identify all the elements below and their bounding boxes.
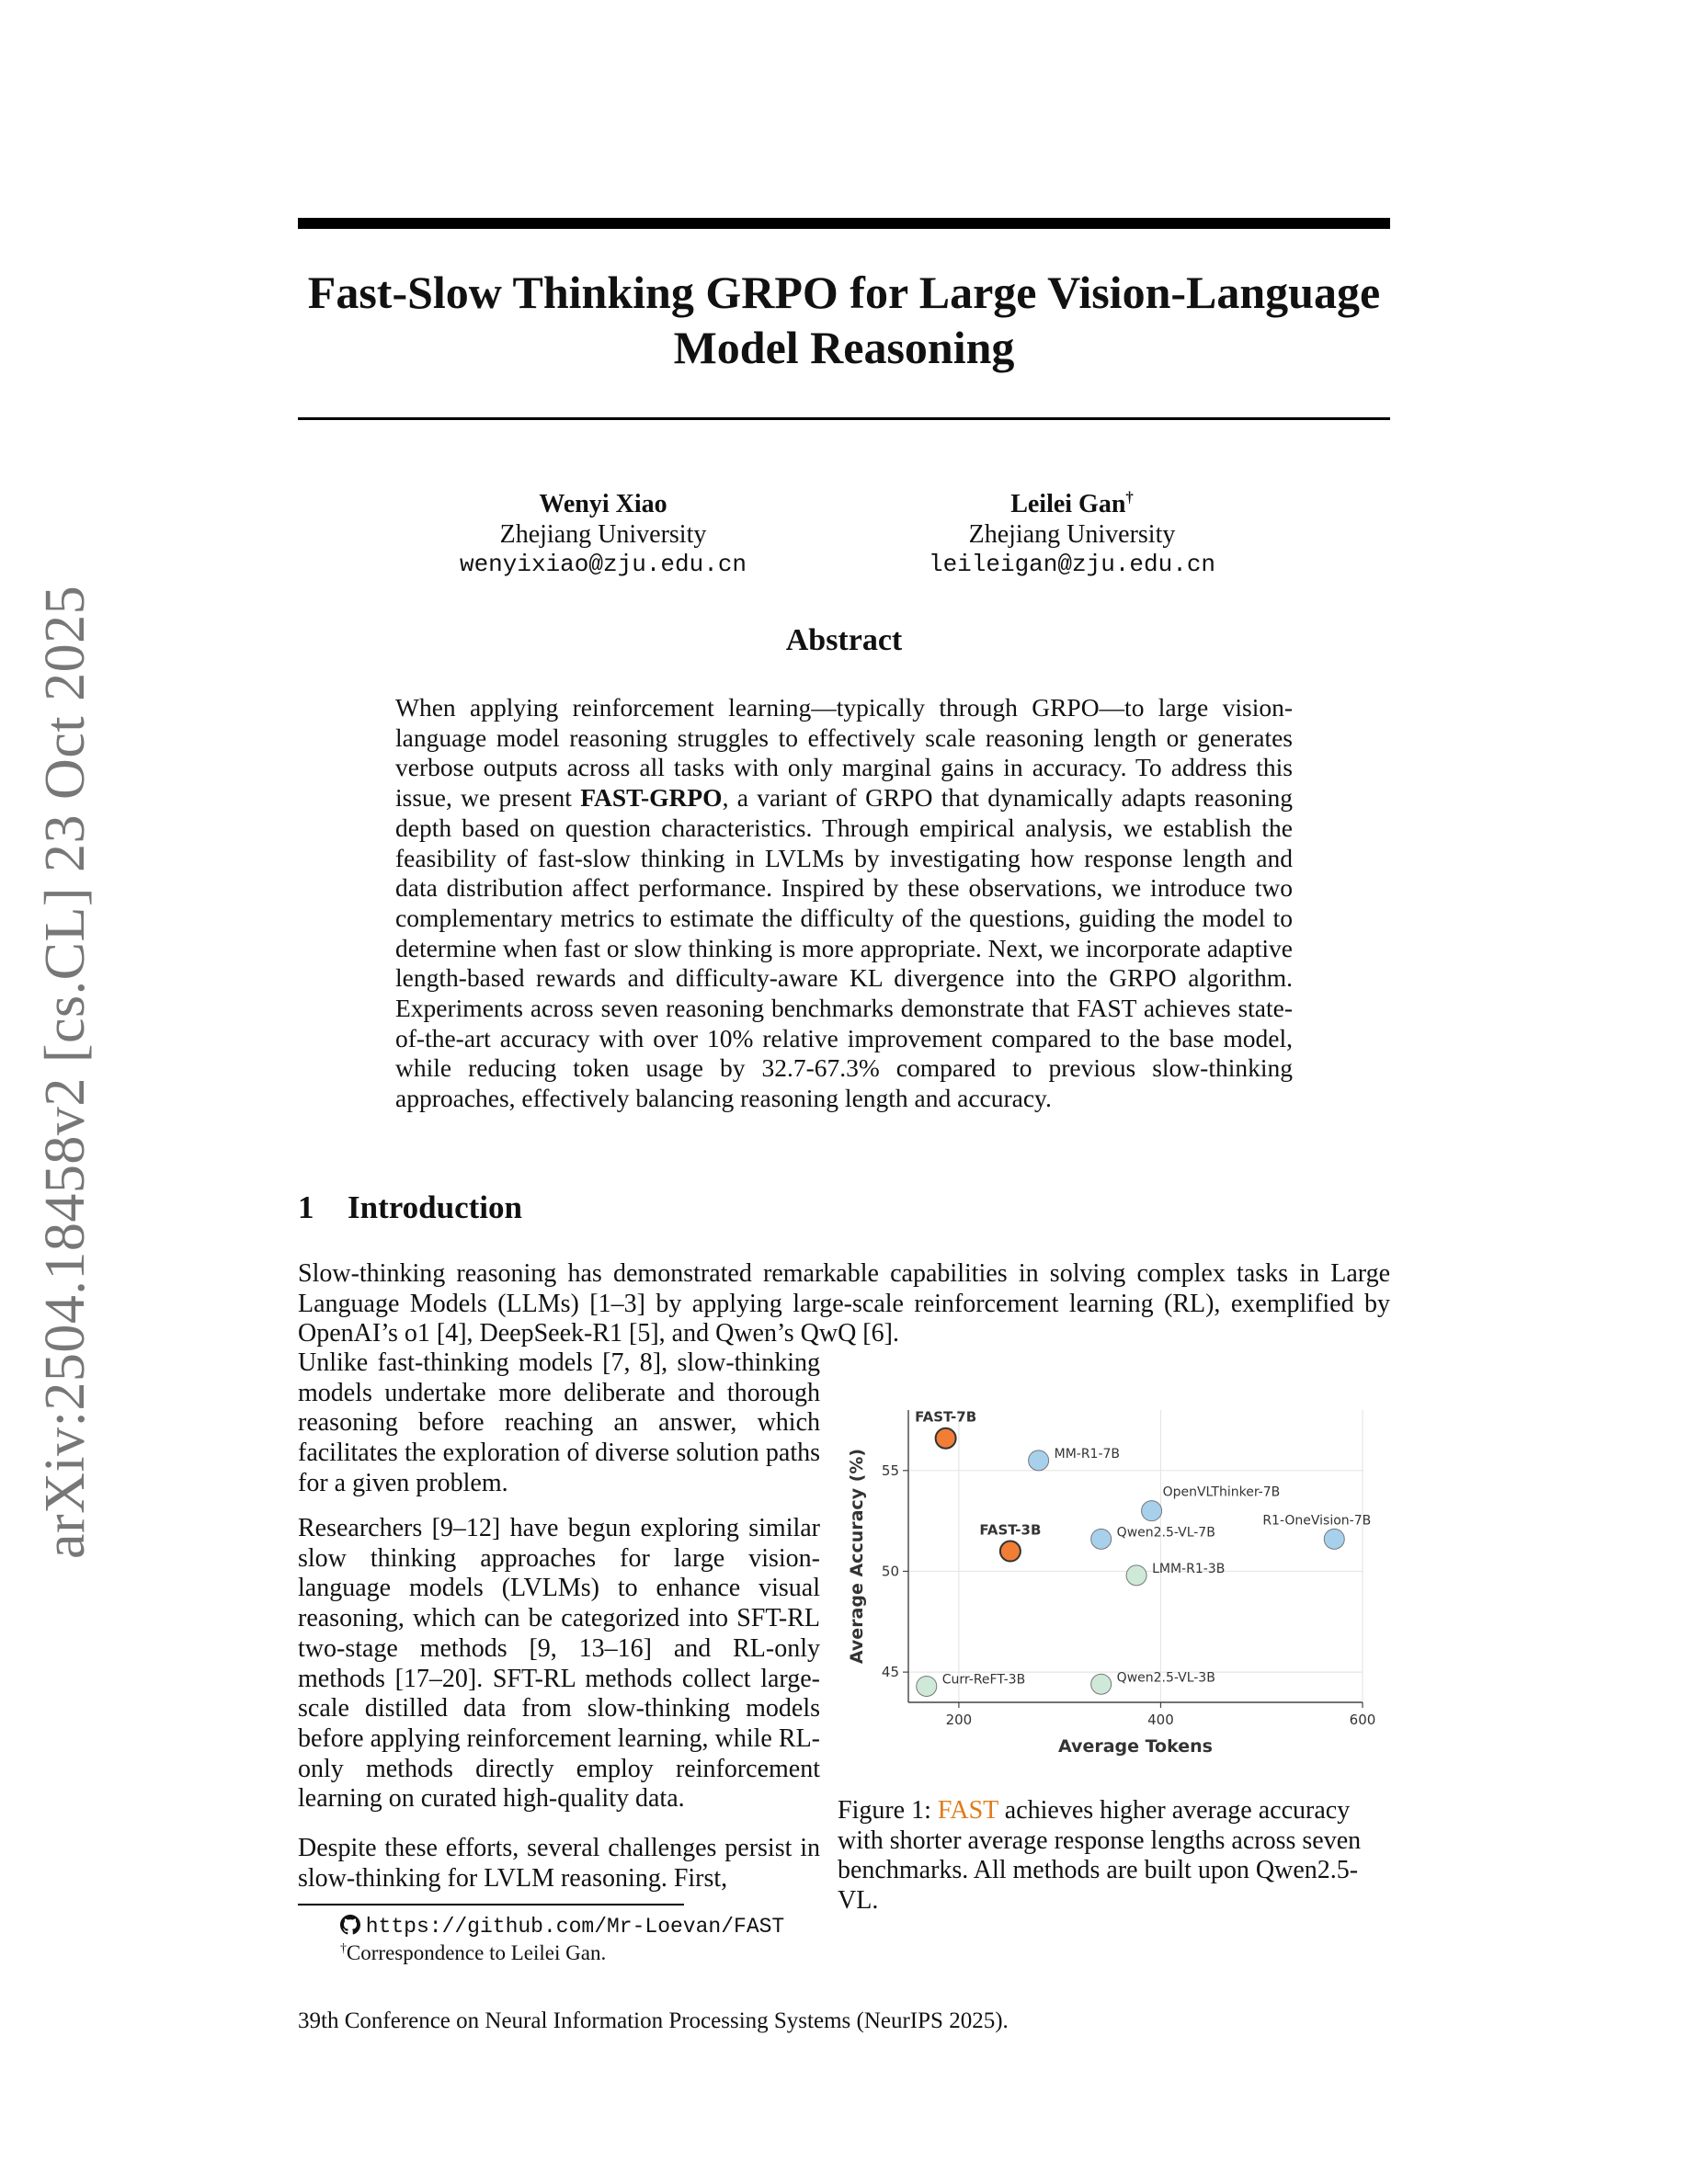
figure-1-scatter-chart bbox=[835, 1390, 1390, 1776]
paper-title bbox=[276, 265, 1412, 375]
intro-paragraph-1-cont: Unlike fast-thinking models [7, 8], slow-thinking models undertake more deliberate and thorough reasoning before reaching an answer, which facilitates the exploration of diverse solution paths for a given problem. bbox=[298, 1348, 820, 1497]
data-point bbox=[1142, 1501, 1162, 1521]
data-label: FAST-3B bbox=[979, 1521, 1042, 1539]
figure-1-caption: Figure 1: FAST achieves higher average accuracy with shorter average response lengths across seven benchmarks. All methods are built upon Qwen2.5-VL. bbox=[838, 1796, 1362, 1916]
title-line-2: Model Reasoning bbox=[673, 322, 1015, 373]
author-2 bbox=[879, 489, 1265, 580]
footnote-rule bbox=[298, 1904, 684, 1905]
data-point bbox=[917, 1676, 937, 1696]
data-label: FAST-7B bbox=[915, 1408, 977, 1426]
data-point bbox=[1029, 1450, 1049, 1471]
data-label: R1-OneVision-7B bbox=[1262, 1513, 1372, 1529]
github-icon bbox=[340, 1915, 360, 1935]
y-tick-label: 50 bbox=[881, 1563, 899, 1580]
author-affiliation: Zhejiang University bbox=[968, 520, 1176, 549]
dagger-mark: † bbox=[1125, 488, 1134, 506]
y-tick-label: 55 bbox=[881, 1462, 899, 1479]
author-name: Wenyi Xiao bbox=[539, 490, 667, 518]
intro-paragraph-1: Slow-thinking reasoning has demonstrated remarkable capabilities in solving complex tasks in Large Language Models (LLMs) [1–3] by applying large-scale reinforcement learning (RL), exemplified by OpenAI’s o1 [4], DeepSeek-R1 [5], and Qwen’s QwQ [6]. bbox=[298, 1259, 1390, 1348]
x-tick-label: 200 bbox=[945, 1712, 973, 1728]
data-point bbox=[936, 1428, 956, 1449]
y-axis-label: Average Accuracy (%) bbox=[847, 1448, 867, 1665]
footnote-correspondence: †Correspondence to Leilei Gan. bbox=[340, 1940, 607, 1964]
data-label: OpenVLThinker-7B bbox=[1162, 1484, 1281, 1500]
data-label: Curr-ReFT-3B bbox=[941, 1672, 1026, 1688]
author-name: Leilei Gan† bbox=[1010, 488, 1134, 518]
x-axis-label: Average Tokens bbox=[1058, 1736, 1213, 1757]
data-label: Qwen2.5-VL-3B bbox=[1116, 1670, 1215, 1686]
caption-highlight[interactable]: FAST bbox=[937, 1796, 998, 1825]
title-top-rule bbox=[298, 218, 1390, 229]
arxiv-stamp: arXiv:2504.18458v2 [cs.CL] 23 Oct 2025 bbox=[34, 585, 97, 1559]
title-bottom-rule bbox=[298, 417, 1390, 420]
author-1 bbox=[410, 489, 796, 580]
data-point bbox=[1324, 1529, 1344, 1549]
plot-area bbox=[908, 1410, 1363, 1702]
method-name: FAST-GRPO bbox=[580, 783, 723, 813]
intro-paragraph-3: Despite these efforts, several challenges persist in slow-thinking for LVLM reasoning. First, bbox=[298, 1834, 820, 1893]
x-tick-label: 400 bbox=[1147, 1712, 1174, 1728]
section-title: Introduction bbox=[348, 1189, 522, 1225]
footnote-github bbox=[340, 1911, 784, 1941]
author-email[interactable]: leileigan@zju.edu.cn bbox=[928, 551, 1216, 578]
data-label: LMM-R1-3B bbox=[1152, 1561, 1226, 1576]
data-point bbox=[1091, 1529, 1112, 1549]
abstract-text: When applying reinforcement learning—typically through GRPO—to large vision-language model reasoning struggles to effectively scale reasoning length or generates verbose outputs across all tasks with only marginal gains in accuracy. To address this issue, we present FAST-GRPO, a variant of GRPO that dynamically adapts reasoning depth based on question characteristics. Through empirical analysis, we establish the feasibility of fast-slow thinking in LVLMs by investigating how response length and data distribution affect performance. Inspired by these observations, we introduce two complementary metrics to estimate the difficulty of the questions, guiding the model to determine when fast or slow thinking is more appropriate. Next, we incorporate adaptive length-based rewards and difficulty-aware KL divergence into the GRPO algorithm. Experiments across seven reasoning benchmarks demonstrate that FAST achieves state-of-the-art accuracy with over 10% relative improvement compared to the base model, while reducing token usage by 32.7-67.3% compared to previous slow-thinking approaches, effectively balancing reasoning length and accuracy. bbox=[395, 693, 1293, 1113]
intro-paragraph-2: Researchers [9–12] have begun exploring similar slow thinking approaches for large vision-language models (LVLMs) to enhance visual reasoning, which can be categorized into SFT-RL two-stage methods [9, 13–16] and RL-only methods [17–20]. SFT-RL methods collect large-scale distilled data from slow-thinking models before applying reinforcement learning, while RL-only methods directly employ reinforcement learning on curated high-quality data. bbox=[298, 1514, 820, 1814]
github-link[interactable]: https://github.com/Mr-Loevan/FAST bbox=[365, 1915, 785, 1939]
abstract-heading: Abstract bbox=[785, 623, 903, 657]
section-number: 1 bbox=[298, 1189, 314, 1225]
dagger-mark: † bbox=[340, 1940, 347, 1955]
data-point bbox=[1126, 1565, 1146, 1586]
author-affiliation: Zhejiang University bbox=[499, 520, 707, 549]
x-tick-label: 600 bbox=[1349, 1712, 1376, 1728]
data-label: Qwen2.5-VL-7B bbox=[1116, 1525, 1215, 1541]
conference-footer: 39th Conference on Neural Information Processing Systems (NeurIPS 2025). bbox=[298, 2008, 1009, 2033]
data-point bbox=[1000, 1541, 1021, 1562]
y-tick-label: 45 bbox=[881, 1664, 899, 1681]
author-email[interactable]: wenyixiao@zju.edu.cn bbox=[459, 551, 747, 578]
section-heading bbox=[298, 1189, 522, 1226]
title-line-1: Fast-Slow Thinking GRPO for Large Vision-Language bbox=[307, 267, 1381, 318]
data-point bbox=[1091, 1674, 1112, 1694]
data-label: MM-R1-7B bbox=[1054, 1446, 1121, 1462]
